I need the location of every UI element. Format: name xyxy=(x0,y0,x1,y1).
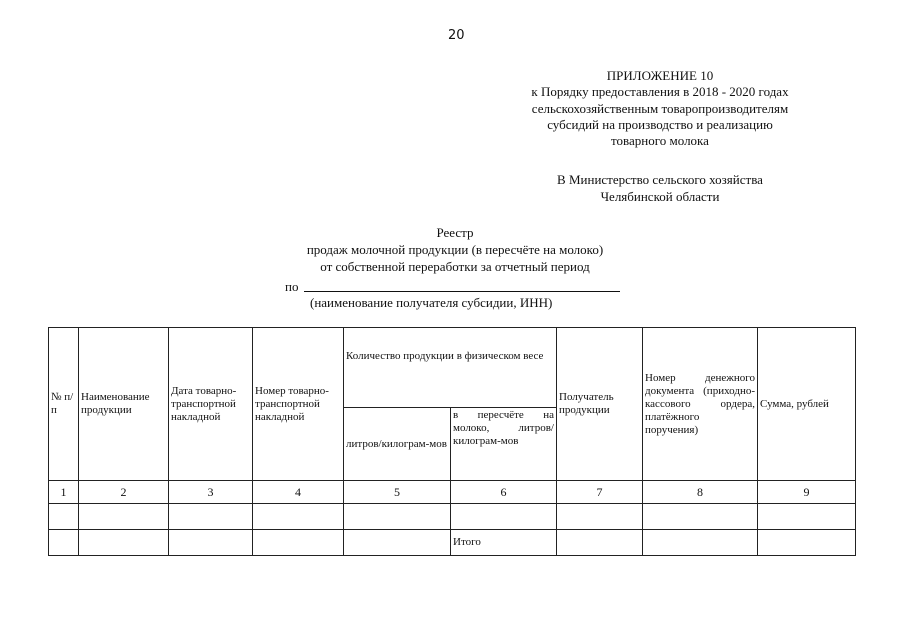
column-number: 6 xyxy=(451,481,557,504)
appendix-line: субсидий на производство и реализацию xyxy=(547,116,773,132)
column-number: 3 xyxy=(169,481,253,504)
header-quantity-group: Количество продукции в физическом весе xyxy=(344,328,557,408)
column-number: 5 xyxy=(344,481,451,504)
page-number: 20 xyxy=(448,28,465,43)
addressee-block xyxy=(490,172,830,205)
header-recipient: Получатель продукции xyxy=(557,328,643,481)
recipient-blank-line xyxy=(304,291,620,292)
header-amount: Сумма, рублей xyxy=(758,328,856,481)
column-number: 9 xyxy=(758,481,856,504)
column-number: 7 xyxy=(557,481,643,504)
register-table xyxy=(48,327,856,556)
recipient-note: (наименование получателя субсидии, ИНН) xyxy=(310,295,553,310)
header-product-name: Наименование продукции xyxy=(79,328,169,481)
total-row xyxy=(49,530,856,556)
appendix-line: товарного молока xyxy=(611,133,709,149)
register-subtitle: от собственной переработки за отчетный период xyxy=(320,258,590,274)
column-number: 8 xyxy=(643,481,758,504)
addressee-line: В Министерство сельского хозяйства xyxy=(557,172,763,187)
column-number: 4 xyxy=(253,481,344,504)
column-number: 1 xyxy=(49,481,79,504)
column-numbers-row xyxy=(49,481,856,504)
register-subtitle: продаж молочной продукции (в пересчёте на молоко) xyxy=(306,241,604,257)
total-label: Итого xyxy=(451,530,557,556)
column-number: 2 xyxy=(79,481,169,504)
header-ttn-date: Дата товарно-транспортной накладной xyxy=(169,328,253,481)
appendix-title: ПРИЛОЖЕНИЕ 10 xyxy=(606,68,714,83)
header-row xyxy=(49,328,856,408)
header-liters: литров/килограм-мов xyxy=(344,408,451,481)
register-title: Реестр xyxy=(436,225,474,240)
register-title-block xyxy=(240,225,670,275)
appendix-line: сельскохозяйственным товаропроизводителям xyxy=(531,100,789,116)
addressee-line: Челябинской области xyxy=(600,188,720,204)
header-num: № п/п xyxy=(49,328,79,481)
header-payment-document: Номер денежного документа (приходно-кассового ордера, платёжного поручения) xyxy=(643,328,758,481)
header-milk-equivalent: в пересчёте на молоко, литров/килограм-мов xyxy=(451,408,557,481)
table-row xyxy=(49,504,856,530)
po-label: по xyxy=(285,279,299,294)
appendix-line: к Порядку предоставления в 2018 - 2020 годах xyxy=(531,84,789,100)
appendix-block xyxy=(490,68,830,149)
header-ttn-number: Номер товарно-транспортной накладной xyxy=(253,328,344,481)
